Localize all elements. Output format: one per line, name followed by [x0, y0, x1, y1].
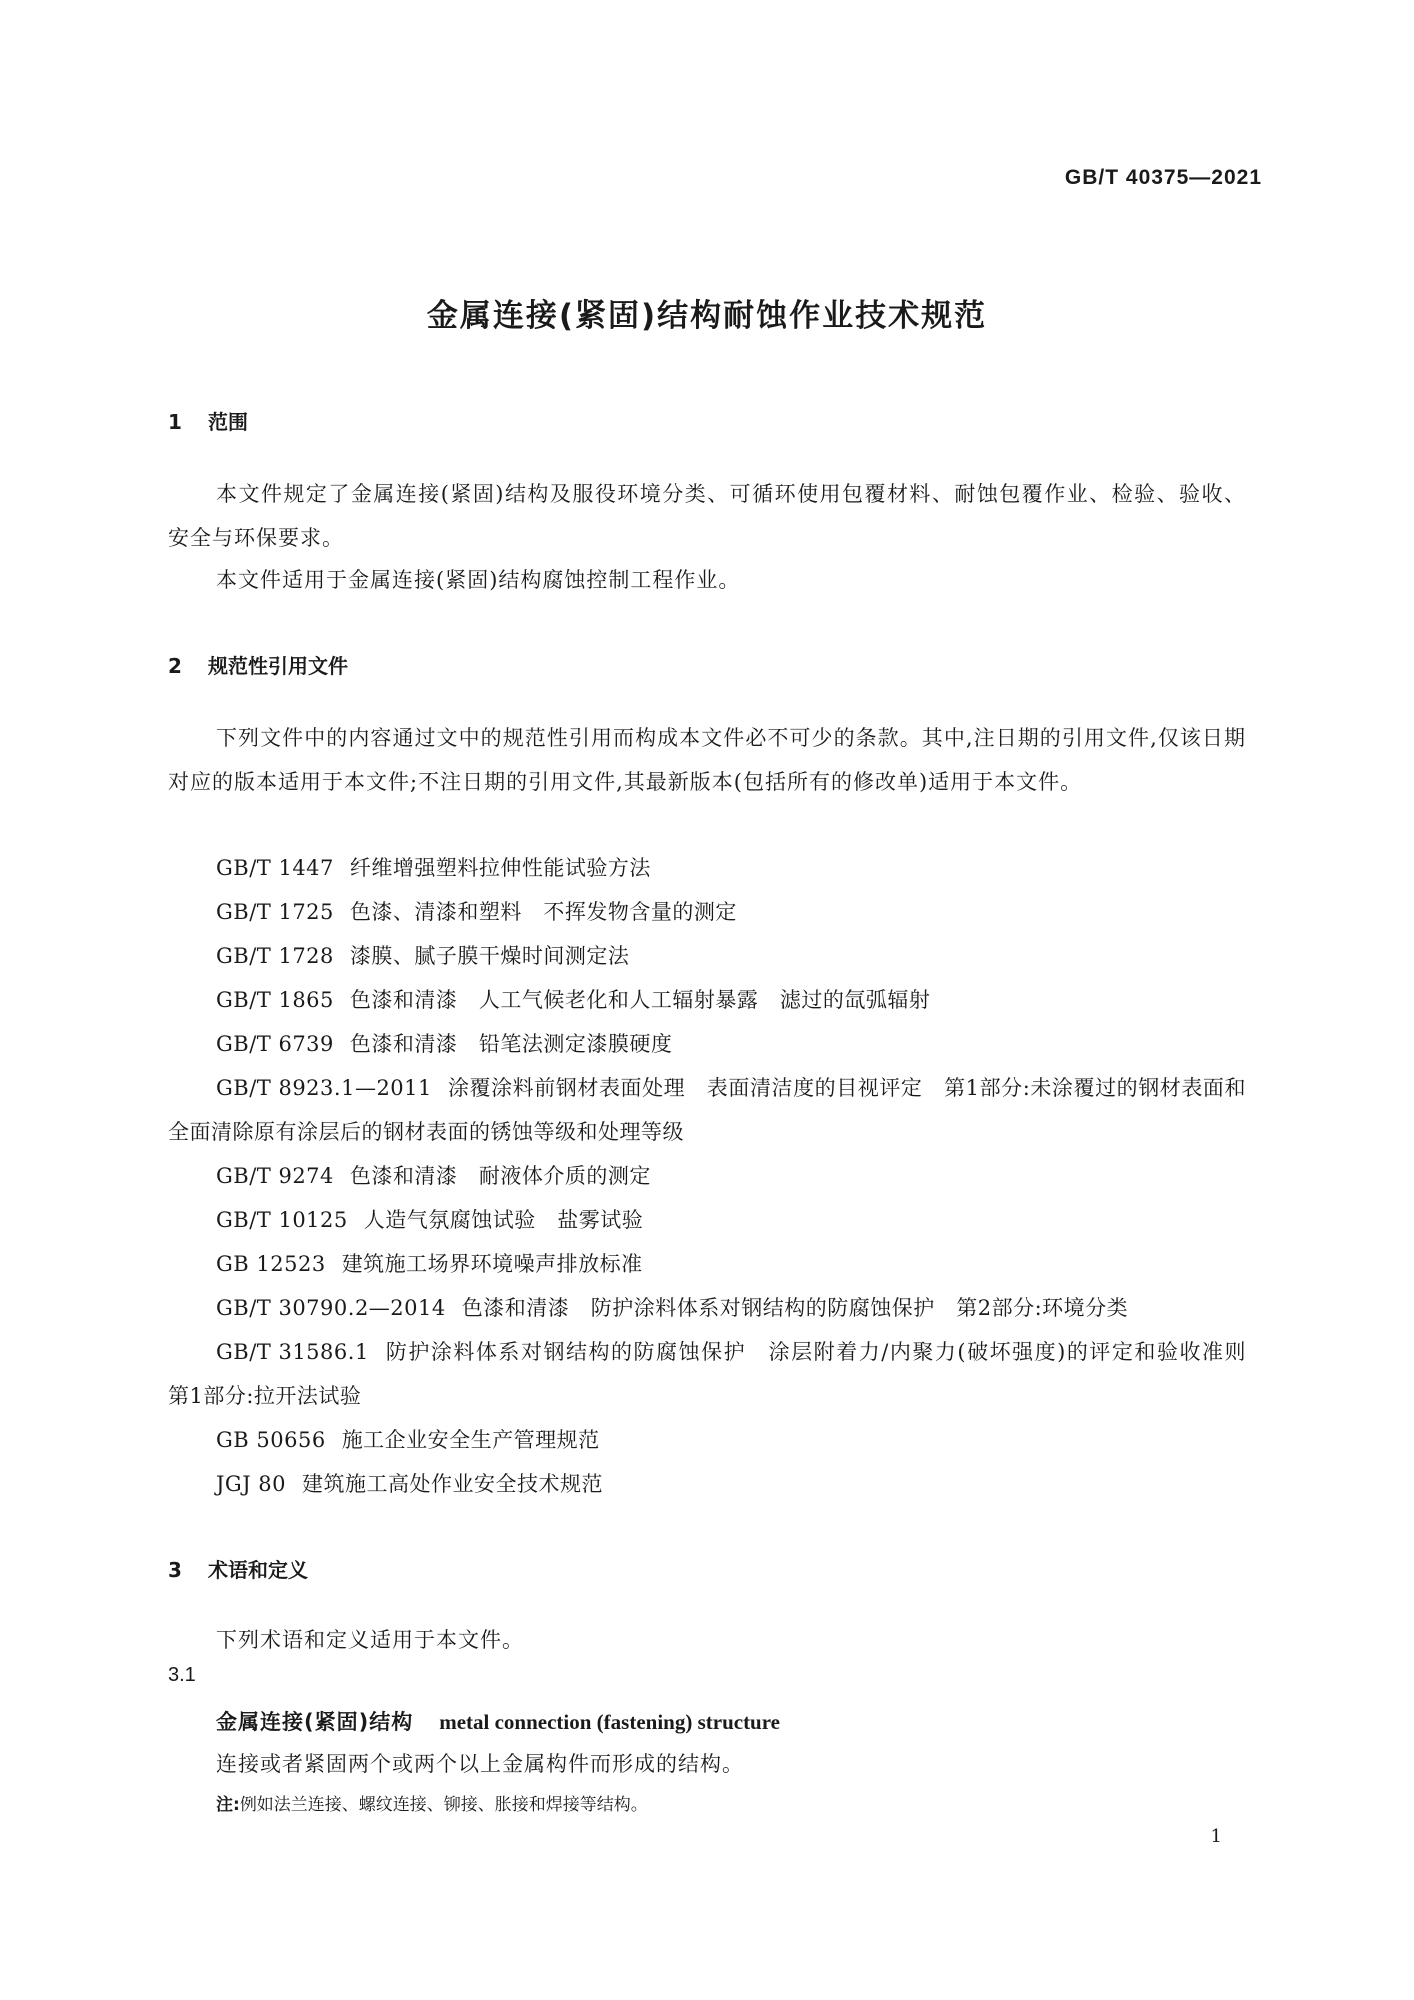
scope-applicability: 本文件适用于金属连接(紧固)结构腐蚀控制工程作业。 — [216, 568, 741, 592]
scope-paragraph: 本文件规定了金属连接(紧固)结构及服役环境分类、可循环使用包覆材料、耐蚀包覆作业、检验、验收、安全与环保要求。 — [168, 482, 1246, 550]
reference-item — [168, 1242, 1246, 1286]
term-note — [216, 1790, 648, 1815]
note-text: 例如法兰连接、螺纹连接、铆接、胀接和焊接等结构。 — [239, 1795, 648, 1815]
reference-title: 色漆和清漆 人工气候老化和人工辐射暴露 滤过的氙弧辐射 — [349, 988, 931, 1012]
reference-code: GB/T 31586.1 — [216, 1340, 369, 1364]
standard-code: GB/T 40375—2021 — [1064, 166, 1262, 189]
reference-item — [168, 978, 1246, 1022]
reference-item — [168, 934, 1246, 978]
reference-code: GB/T 1447 — [216, 856, 334, 880]
section-title: 范围 — [208, 410, 248, 434]
section-3-heading — [168, 1554, 308, 1583]
reference-code: GB 12523 — [216, 1252, 326, 1276]
term-chinese: 金属连接(紧固)结构 — [216, 1710, 414, 1734]
reference-code: GB/T 30790.2—2014 — [216, 1296, 446, 1320]
reference-title: 建筑施工场界环境噪声排放标准 — [341, 1252, 643, 1276]
reference-item — [168, 846, 1246, 890]
term-definition: 连接或者紧固两个或两个以上金属构件而形成的结构。 — [216, 1752, 744, 1776]
reference-title: 色漆、清漆和塑料 不挥发物含量的测定 — [349, 900, 737, 924]
reference-title: 色漆和清漆 铅笔法测定漆膜硬度 — [349, 1032, 673, 1056]
reference-code: GB/T 1728 — [216, 944, 334, 968]
reference-title: 建筑施工高处作业安全技术规范 — [302, 1472, 604, 1496]
term-number: 3.1 — [168, 1664, 196, 1686]
reference-title: 施工企业安全生产管理规范 — [341, 1428, 600, 1452]
note-label: 注: — [216, 1795, 240, 1815]
reference-code: JGJ 80 — [216, 1472, 287, 1496]
reference-code: GB/T 10125 — [216, 1208, 348, 1232]
reference-code: GB/T 9274 — [216, 1164, 334, 1188]
reference-item — [168, 1286, 1246, 1330]
reference-item — [168, 1154, 1246, 1198]
document-title: 金属连接(紧固)结构耐蚀作业技术规范 — [426, 298, 988, 334]
reference-title: 纤维增强塑料拉伸性能试验方法 — [349, 856, 651, 880]
reference-code: GB/T 1725 — [216, 900, 334, 924]
section-number: 3 — [168, 1558, 182, 1582]
reference-code: GB/T 1865 — [216, 988, 334, 1012]
section-number: 1 — [168, 410, 182, 434]
reference-item — [168, 1198, 1246, 1242]
references-intro: 下列文件中的内容通过文中的规范性引用而构成本文件必不可少的条款。其中,注日期的引用文件,仅该日期对应的版本适用于本文件;不注日期的引用文件,其最新版本(包括所有的修改单)适用于本文件。 — [168, 726, 1246, 794]
reference-title: 涂覆涂料前钢材表面处理 表面清洁度的目视评定 第1部分:未涂覆过的钢材表面和全面清除原有涂层后的钢材表面的锈蚀等级和处理等级 — [168, 1076, 1246, 1144]
reference-item — [168, 1066, 1246, 1154]
section-1-heading — [168, 406, 248, 435]
reference-item — [168, 1418, 1246, 1462]
term-entry — [216, 1706, 780, 1736]
section-title: 术语和定义 — [208, 1558, 308, 1582]
section-2-heading — [168, 650, 348, 679]
reference-item — [168, 1330, 1268, 1418]
reference-item — [168, 1022, 1246, 1066]
reference-code: GB/T 8923.1—2011 — [216, 1076, 432, 1100]
page-number: 1 — [1210, 1826, 1222, 1847]
reference-title: 防护涂料体系对钢结构的防腐蚀保护 涂层附着力/内聚力(破坏强度)的评定和验收准则 第1部分:拉开法试验 — [168, 1340, 1268, 1408]
reference-title: 人造气氛腐蚀试验 盐雾试验 — [363, 1208, 644, 1232]
reference-code: GB 50656 — [216, 1428, 326, 1452]
reference-item — [168, 1462, 1246, 1506]
term-english: metal connection (fastening) structure — [439, 1710, 781, 1734]
section-title: 规范性引用文件 — [208, 654, 348, 678]
reference-item — [168, 890, 1246, 934]
reference-title: 漆膜、腻子膜干燥时间测定法 — [349, 944, 630, 968]
section-number: 2 — [168, 654, 182, 678]
reference-title: 色漆和清漆 防护涂料体系对钢结构的防腐蚀保护 第2部分:环境分类 — [461, 1296, 1129, 1320]
reference-code: GB/T 6739 — [216, 1032, 334, 1056]
reference-title: 色漆和清漆 耐液体介质的测定 — [349, 1164, 651, 1188]
terms-intro: 下列术语和定义适用于本文件。 — [216, 1628, 524, 1652]
